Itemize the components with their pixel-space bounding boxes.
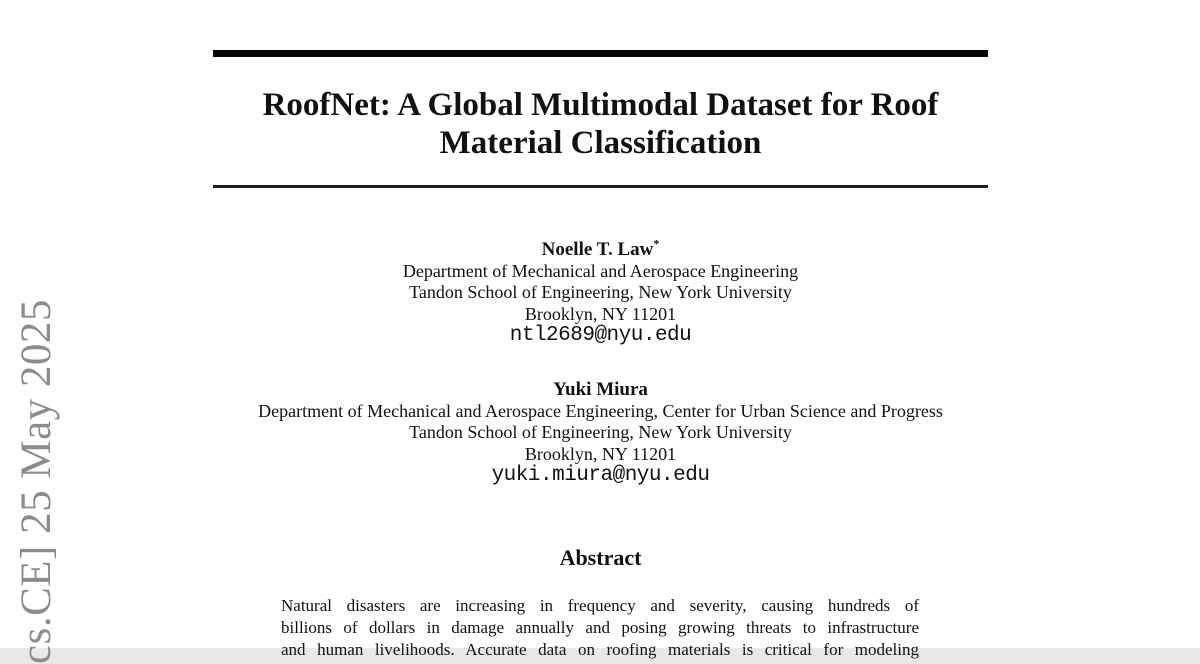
arxiv-watermark: cs.CE] 25 May 2025 <box>13 299 60 664</box>
affiliation-line: Tandon School of Engineering, New York University <box>409 422 792 442</box>
author-block-2 <box>113 379 1088 487</box>
affiliation-line: Tandon School of Engineering, New York University <box>409 282 792 302</box>
abstract-line: Natural disasters are increasing in frequency and severity, causing hundreds of <box>281 596 919 615</box>
paper-title-line1: RoofNet: A Global Multimodal Dataset for Roof <box>262 87 939 123</box>
abstract-line: and human livelihoods. Accurate data on roofing materials is critical for modeling <box>281 639 919 659</box>
abstract-body <box>281 595 919 660</box>
paper-title <box>213 86 988 162</box>
abstract-line: billions of dollars in damage annually and posing growing threats to infrastructure <box>281 617 919 637</box>
affiliation-line: Department of Mechanical and Aerospace Engineering <box>402 260 799 281</box>
abstract-heading: Abstract <box>559 545 642 570</box>
affiliation-line: Brooklyn, NY 11201 <box>524 443 677 464</box>
author-email-2: yuki.miura@nyu.edu <box>491 464 710 487</box>
title-rule-top <box>213 50 988 57</box>
author-name-1: Noelle T. Law* <box>541 236 660 260</box>
author-block-1 <box>113 236 1088 347</box>
author-name-2: Yuki Miura <box>553 379 648 400</box>
title-rule-bottom <box>213 185 988 188</box>
author-note-marker: * <box>653 236 660 251</box>
paper-title-line2: Material Classification <box>439 125 762 161</box>
author-email-1: ntl2689@nyu.edu <box>509 324 692 347</box>
affiliation-line: Department of Mechanical and Aerospace Engineering, Center for Urban Science and Progress <box>258 400 943 421</box>
affiliation-line: Brooklyn, NY 11201 <box>524 303 677 324</box>
